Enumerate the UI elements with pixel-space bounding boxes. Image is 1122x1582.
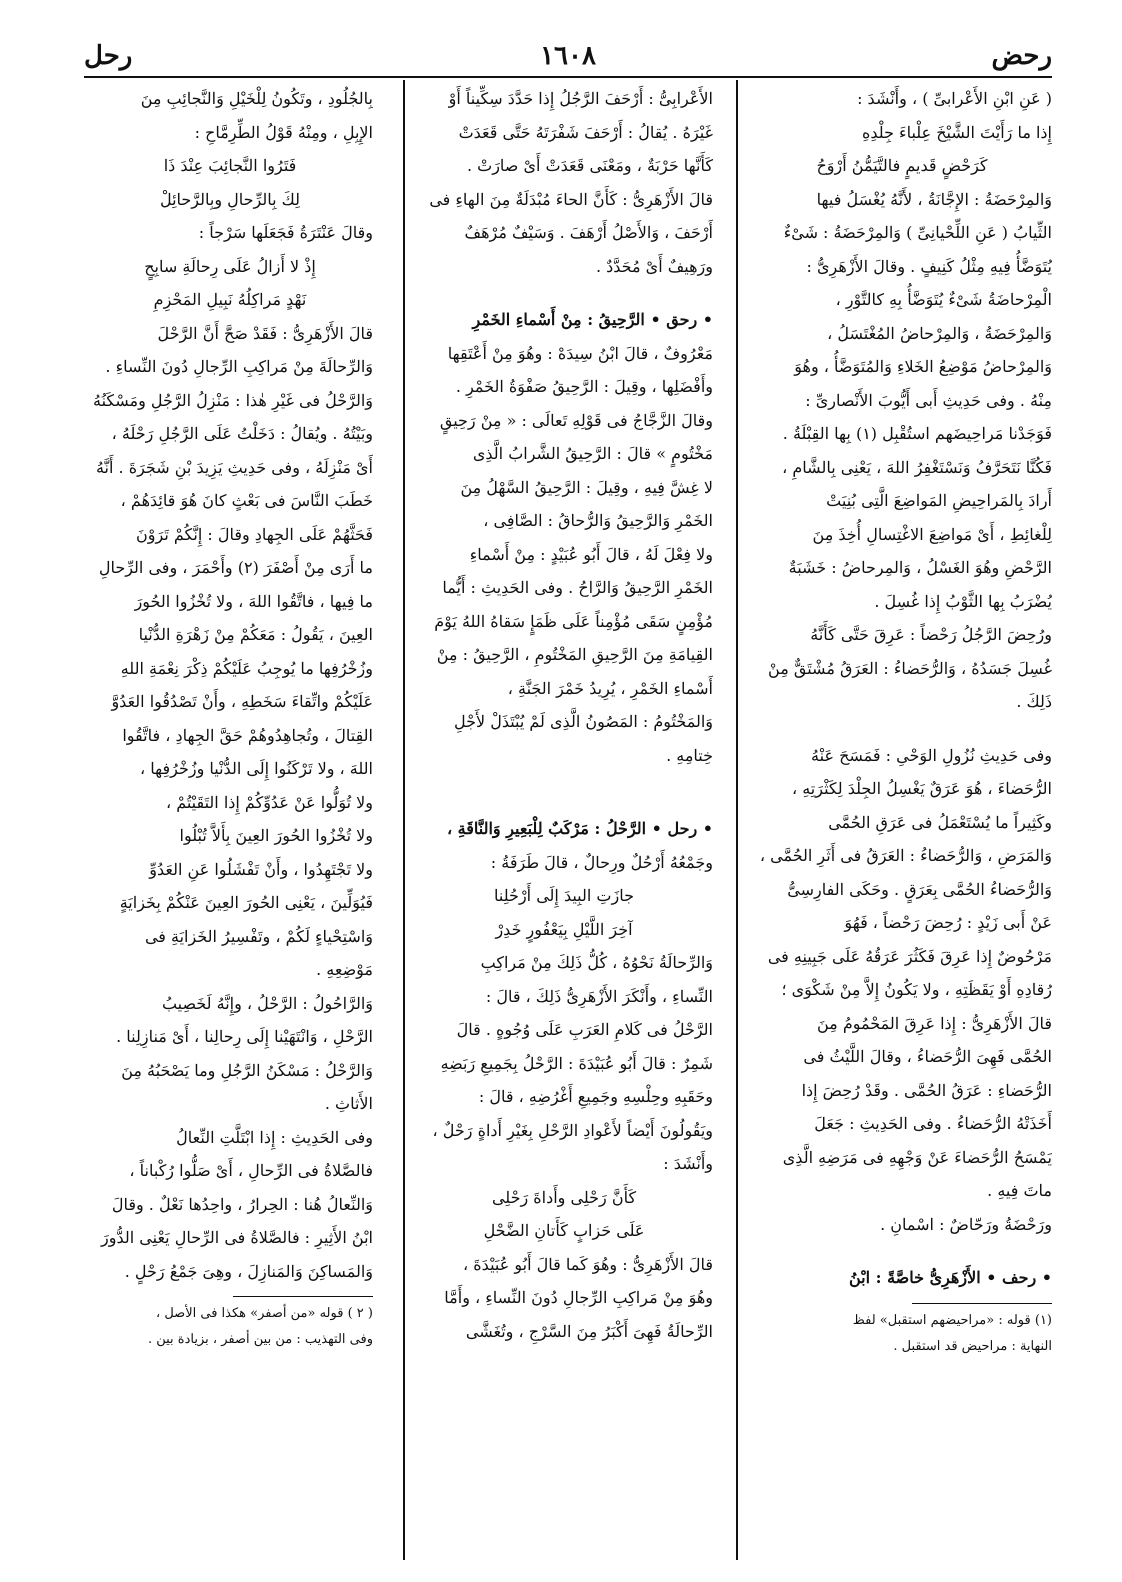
text-line: أَىْ مَنْزِلَهُ ، وفى حَدِيثِ يَزِيدَ بْنِ شَجَرَةَ . أَنَّهُ <box>95 457 373 477</box>
verse-line: إِذْ لا أَزالُ عَلَى رِحالَةِ سابِحٍ <box>144 256 316 276</box>
footnote-line: وفى التهذيب : من بين أصفر ، بزيادة بين . <box>147 1332 373 1347</box>
text-line: مَرْحُوضٌ إِذا عَرِقَ فَكَثُرَ عَرَقُهُ عَلَى جَبِينِهِ فى <box>767 946 1052 966</box>
column-right <box>752 82 1052 1544</box>
text-line: وَاسْتِحْياءٍ لَكُمْ ، وتَفْسِيرُ الخَزايَةِ فى <box>144 926 373 946</box>
text-line: وقالَ الزَّجَّاجُ فى قَوْلِهِ تَعالَى : « مِنْ رَحِيقٍ <box>439 410 713 430</box>
text-line: وزُخْرُفِها ما يُوجِبُ عَلَيْكُمْ ذِكْرَ نِعْمَةِ اللهِ <box>120 658 373 678</box>
text-line: غَيْرَهُ . يُقالُ : أَرْحَفَ شَفْرَتَهُ حَتَّى قَعَدَتْ <box>458 122 713 142</box>
text-line: أَخَذَتْهُ الرُّحَضاءُ . وفى الحَدِيثِ : جَعَلَ <box>814 1114 1052 1133</box>
verse-line: نَهْدٍ مَراكِلُهُ نَبِيلِ المَحْزِمِ <box>153 290 307 309</box>
text-line: كَأَنَّها حَرْبَةٌ ، ومَعْنَى قَعَدَتْ أَىْ صارَتْ . <box>466 156 713 175</box>
text-line: قالَ الأَزْهَرِىُّ : وهُوَ كَما قالَ أَبُو عُبَيْدَةَ ، <box>463 1254 713 1274</box>
text-line: ولا تُوَلُّوا عَنْ عَدُوِّكُمْ إِذا التَقَيْتُمْ ، <box>165 792 373 812</box>
text-line: القِتالَ ، وتُجاهِدُوهُمْ حَقَّ الجِهادِ ، فاتَّقُوا <box>122 725 373 745</box>
entry-heading-line: • رحل • الرَّحْلُ : مَرْكَبٌ لِلْبَعِيرِ وَالنَّاقَةِ ، <box>446 819 713 838</box>
text-line: وأَفْضَلِها ، وقِيلَ : الرَّحِيقُ صَفْوَةُ الخَمْرِ . <box>455 377 713 396</box>
text-line: ولا تُخْزُوا الحُورَ العِينَ بِأَلاَّ تُبْلُوا <box>179 826 373 845</box>
text-line: العِينَ ، يَقُولُ : مَعَكُمْ مِنْ زَهْرَةِ الدُّنْيا <box>138 625 373 644</box>
text-line: يَمْسَحُ الرُّحَضاءَ عَنْ وَجْهِهِ فى مَرَضِهِ الَّذِى <box>782 1147 1052 1167</box>
text-line: ورُحِضَ الرَّجُلُ رَحْضاً : عَرِقَ حَتَّى كَأَنَّهُ <box>810 625 1052 644</box>
paragraph-gap <box>415 283 713 303</box>
text-line: فالصَّلاةُ فى الرِّحالِ ، أَىْ صَلُّوا رُكْباناً ، <box>129 1161 373 1180</box>
text-line: وَالمِرْحاضُ مَوْضِعُ الخَلاءِ وَالمُتَوَضَّأُ ، وهُوَ <box>794 357 1052 376</box>
text-line: لِلْغائِطِ ، أَىْ مَواضِعَ الاغْتِسالِ أُخِذَ مِنَ <box>812 524 1052 544</box>
text-line: ماتَ فِيهِ . <box>987 1181 1052 1200</box>
text-line: مَعْرُوفٌ ، قالَ ابْنُ سِيدَهْ : وهُوَ مِنْ أَعْتَقِها <box>447 343 713 363</box>
verse-line: آخِرَ اللَّيْلِ بِيَعْفُورٍ خَدِرْ <box>495 919 633 939</box>
text-line: الرَّحْلُ فى كَلامِ العَرَبِ عَلَى وُجُوهٍ . قالَ <box>456 1020 713 1039</box>
text-line: وجَمْعُهُ أَرْحُلٌ ورِحالٌ ، قالَ طَرَفَةُ : <box>490 852 713 872</box>
text-line: غُسِلَ جَسَدُهُ ، وَالرُّحَضاءُ : العَرَقُ مُشْتَقٌّ مِنْ <box>768 658 1052 678</box>
text-line: أَرْحَفَ ، وَالأَصْلُ أَرْهَفَ . وَسَيْفٌ مُرْهَفٌ <box>464 223 713 242</box>
text-line: فَيُوَلِّينَ ، يَعْنِى الحُورَ العِينَ عَنْكُمْ بِخَزايَةٍ <box>119 893 373 912</box>
text-line: وكَثِيراً ما يُسْتَعْمَلُ فى عَرَقِ الحُمَّى <box>828 812 1052 832</box>
text-line: فَكُنَّا نَتَحَرَّفُ وَنَسْتَغْفِرُ اللهَ ، يَعْنِى بِالشَّامِ ، <box>782 457 1052 477</box>
text-line: وَالرَّحْلُ : مَسْكَنُ الرَّجُلِ وما يَصْحَبُهُ مِنَ <box>121 1060 373 1080</box>
text-line: وَالرَّحْلُ فى غَيْرِ هٰذا : مَنْزِلُ الرَّجُلِ ومَسْكَنُهُ <box>93 390 373 410</box>
text-line: ويَقُولُونَ أَيْضاً لأَعْوادِ الرَّحْلِ بِغَيْرِ أَداةٍ رَحْلٌ ، <box>432 1120 713 1140</box>
text-line: ورَحْضَةُ ورَحّاضٌ : اسْمانِ . <box>880 1214 1052 1234</box>
footnote-rule <box>233 1296 373 1297</box>
text-line: يُضْرَبُ بِها الثَّوْبُ إِذا غُسِلَ . <box>874 591 1052 611</box>
column-divider-2 <box>403 80 405 1560</box>
text-line: وَالرُّحَضاءُ الحُمَّى بِعَرَقٍ . وحَكَى الفارِسِىُّ <box>787 879 1052 899</box>
text-line: خَطَبَ النَّاسَ فى بَعْثٍ كانَ هُوَ قائِدَهُمْ ، <box>120 491 373 510</box>
text-line: الرَّحْضِ وهُوَ الغَسْلُ ، وَالمِرحاضُ : خَشَبَةٌ <box>788 558 1052 577</box>
text-line: الحُمَّى فَهِىَ الرُّحَضاءُ ، وقالَ اللَّيْثُ فى <box>803 1047 1052 1066</box>
column-left <box>87 82 373 1544</box>
text-line: فَوَجَدْنا مَراحِيضَهم استُقْبِل (١) بِها القِبْلَةُ . <box>782 424 1052 443</box>
text-line: يُتَوَضَّأُ فِيهِ مِثْلُ كَنِيفٍ . وقالَ الأَزْهَرِىُّ : <box>806 256 1052 276</box>
text-line: مُؤْمِنٍ سَقَى مُؤْمِناً عَلَى ظَمَإٍ سَقاهُ اللهُ يَوْمَ <box>434 611 713 631</box>
text-line: قالَ الأَزْهَرِىُّ : فَقَدْ صَحَّ أَنَّ الرَّحْلَ <box>157 323 373 343</box>
text-line: وهُوَ مِنْ مَراكِبِ الرِّجالِ دُونَ النِّساءِ ، وأَمَّا <box>444 1288 713 1307</box>
text-line: الإِبِلِ ، ومِنْهُ قَوْلُ الطِّرِمَّاحِ : <box>194 122 373 142</box>
text-line: ذَلِكَ . <box>1016 692 1052 711</box>
verse-line: لِكَ بِالرِّحالِ وبِالرَّحائِلْ <box>159 189 301 209</box>
verse-line: فَتَرُوا النَّجائِبَ عِنْدَ ذَا <box>163 156 297 175</box>
page-number: ١٦٠٨ <box>540 41 596 71</box>
verse-line: عَلَى حَزابٍ كَأَتانِ الضَّحْلِ <box>483 1221 645 1240</box>
text-line: الرِّحالَةُ فَهِىَ أَكْبَرُ مِنَ السَّرْجِ ، وتُغَشَّى <box>465 1321 713 1341</box>
text-line: رُقادِهِ أَوْ يَقَظَتِهِ ، ولا يَكُونُ إِلاَّ مِنْ شَكْوَى ؛ <box>781 980 1052 999</box>
paragraph-gap <box>752 1241 1052 1261</box>
text-line: الأَثاثِ . <box>324 1094 373 1113</box>
text-line: لا غِشَّ فِيهِ ، وقِيلَ : الرَّحِيقُ السَّهْلُ مِنَ <box>460 477 713 497</box>
text-line: اللهَ ، ولا تَرْكَنُوا إِلَى الدُّنْيا وزُخْرُفِها ، <box>139 759 373 778</box>
footnote-line: (١) قوله : «مراحيضهم استقبل» لفظ <box>852 1312 1052 1328</box>
text-line: القِيامَةِ مِنَ الرَّحِيقِ المَخْتُومِ ، الرَّحِيقُ : مِنْ <box>436 645 713 664</box>
verse-line: كَأَنَّ رَحْلِى وأَداةَ رَحْلِى <box>491 1187 637 1207</box>
paragraph-gap <box>415 772 713 792</box>
text-line: خِتامِهِ . <box>666 745 713 765</box>
text-line: وأَنْشَدَ : <box>663 1154 713 1173</box>
text-line: مَوْضِعِهِ . <box>316 960 373 979</box>
text-line: الرَّحْلِ ، وَانْتَهَيْنا إِلَى رِحالِنا ، أَىْ مَنازِلِنا . <box>116 1027 373 1046</box>
text-line: ( عَنِ ابْنِ الأَعْرابىِّ ) ، وأَنْشَدَ : <box>857 89 1052 108</box>
text-line: ولا فِعْلَ لَهُ ، قالَ أَبُو عُبَيْدٍ : مِنْ أَسْماءِ <box>469 544 713 564</box>
text-line: بِالجُلُودِ ، وتَكُونُ لِلْخَيْلِ وَالنَّجائِبِ مِنَ <box>140 89 373 108</box>
footnote-rule <box>912 1303 1052 1304</box>
text-line: مَخْتُومٍ » قالَ : الرَّحِيقُ الشَّرابُ الَّذِى <box>472 444 713 463</box>
footnote-line: النهاية : مراحيض قد استقبل . <box>893 1338 1052 1354</box>
header-left-entry: رحل <box>84 41 133 71</box>
text-line: ما أَرَى مِنْ أَصْفَرَ (٢) وأَحْمَرَ ، وفى الرِّحالِ <box>98 558 373 577</box>
text-line: ابْنُ الأَثِيرِ : فالصَّلاةُ فى الرِّحالِ يَعْنِى الدُّورَ <box>101 1228 373 1247</box>
text-line: وَالمَخْتُومُ : المَصُونُ الَّذِى لَمْ يُبْتَذَلْ لأَجْلِ <box>453 712 713 731</box>
verse-line: إِذا ما رَأَيْتَ الشَّيْخَ عِلْباءَ جِلْدِهِ <box>861 122 1052 142</box>
text-line: الخَمْرِ الرَّحِيقُ وَالرَّاحُ . وفى الحَدِيثِ : أَيُّما <box>442 578 713 597</box>
text-line: شَمِرٌ : قالَ أَبُو عُبَيْدَةَ : الرَّحْلُ بِجَمِيعِ رَبَضِهِ <box>440 1053 713 1073</box>
paragraph-gap <box>752 719 1052 739</box>
text-line: الثِّيابُ ( عَنِ اللِّحْيانِىِّ ) وَالمِرْحَضَةُ : شَىْءٌ <box>783 223 1052 242</box>
text-line: وَالمَساكِنَ وَالمَنازِلَ ، وهِىَ جَمْعُ رَحْلٍ . <box>124 1261 373 1281</box>
text-line: أَرادَ بِالمَراحِيضِ المَواضِعَ الَّتِى بُنِيَتْ <box>826 491 1052 510</box>
text-line: وَالرِّحالَةَ مِنْ مَراكِبِ الرِّجالِ دُونَ النِّساءِ . <box>105 357 373 376</box>
text-line: عَنْ أَبى زَيْدٍ : رُحِضَ رَحْضاً ، فَهُوَ <box>844 913 1052 932</box>
paragraph-gap <box>415 792 713 812</box>
column-middle <box>415 82 713 1544</box>
text-line: ولا تَجْتَهِدُوا ، وأَنْ تَفْشَلُوا عَنِ العَدُوِّ <box>149 859 373 879</box>
page-header <box>84 36 1052 76</box>
text-line: عَلَيْكُمْ واتِّقاءَ سَخَطِهِ ، وأَنْ تَصْدُقُوا العَدُوَّ <box>111 692 373 711</box>
text-line: الْمِرْحاضَةُ شَىْءٌ يُتَوَضَّأُ بِهِ كالتَّوْرِ ، <box>835 290 1052 309</box>
entry-heading-line: • رحق • الرَّحِيقُ : مِنْ أَسْماءِ الخَمْرِ <box>472 310 713 329</box>
text-line: الرُّحَضاءَ ، هُوَ عَرَقٌ يَغْسِلُ الجِلْدَ لِكَثْرَتِهِ ، <box>791 779 1052 798</box>
text-line: الخَمْرِ وَالرَّحِيقُ وَالرُّحاقُ : الصَّافِى ، <box>483 511 713 530</box>
verse-line: كَرَحْضٍ قَديمٍ فالتَّيَمُّنُ أَرْوَحُ <box>816 156 988 175</box>
header-rule <box>84 76 1052 78</box>
text-line: وَالمَرَضِ ، وَالرُّحَضاءُ : العَرَقُ فى أَثَرِ الحُمَّى ، <box>759 846 1052 865</box>
text-line: وبَيْتُهُ . ويُقالُ : دَخَلْتُ عَلَى الرَّجُلِ رَحْلَهُ ، <box>111 424 373 443</box>
text-line: النِّساءِ ، وأَنْكَرَ الأَزْهَرِىُّ ذَلِكَ ، قالَ : <box>485 986 713 1006</box>
text-line: قالَ الأَزْهَرِىُّ : إِذا عَرِقَ المَحْمُومُ مِنَ <box>816 1013 1052 1033</box>
text-line: قالَ الأَزْهَرِىُّ : كَأَنَّ الحاءَ مُبْدَلَةٌ مِنَ الهاءِ فى <box>429 189 713 209</box>
entry-heading-line: • رحف • الأَزْهَرِىُّ خاصَّةً : ابْنُ <box>848 1268 1052 1287</box>
header-right-entry: رحض <box>991 41 1052 71</box>
text-line: مِنْهُ . وفى حَدِيثِ أَبى أَيُّوبَ الأَنْصارىِّ : <box>805 390 1052 410</box>
text-line: وَالرِّحالَةُ نَحْوُهُ ، كُلُّ ذَلِكَ مِنْ مَراكِبِ <box>480 953 713 972</box>
text-line: وَالنِّعالُ هُنا : الحِرارُ ، واحِدُها نَعْلٌ . وقالَ <box>111 1194 373 1214</box>
footnote-line: ( ٢ ) قوله «من أصفر» هكذا فى الأصل ، <box>156 1306 373 1321</box>
text-line: أَسْماءِ الخَمْرِ ، يُرِيدُ خَمْرَ الجَنَّةِ ، <box>507 678 713 698</box>
column-divider-1 <box>736 80 738 1560</box>
text-line: وقالَ عَنْتَرَةُ فَجَعَلَها سَرْجاً : <box>198 223 373 242</box>
text-line: وَالمِرْحَضَةُ ، وَالمِرْحاضُ المُغْتَسَلُ ، <box>827 323 1052 343</box>
verse-line: جازَتِ البِيدَ إِلَى أَرْحُلِنا <box>494 886 634 905</box>
text-line: وَالمِرْحَضَةُ : الإِجَّانَةُ ، لأَنَّهُ يُغْسَلُ فيها <box>816 189 1052 209</box>
text-line: الرُّحَضاءِ : عَرَقُ الحُمَّى . وقَدْ رُحِضَ إِذا <box>801 1080 1052 1100</box>
text-line: وفى الحَدِيثِ : إِذا ابْتَلَّتِ النِّعالُ <box>176 1127 373 1147</box>
text-line: ورَهِيفٌ أَىْ مُحَدَّدٌ . <box>595 256 713 276</box>
text-line: الأَعْرابِىُّ : أَرْحَفَ الرَّجُلُ إِذا حَدَّدَ سِكِّيناً أَوْ <box>448 89 713 108</box>
text-line: وَالرَّاحُولُ : الرَّحْلُ ، وإِنَّهُ لَخَصِيبُ <box>161 993 373 1013</box>
text-line: وفى حَدِيثِ نُزُولِ الوَحْىِ : فَمَسَحَ عَنْهُ <box>811 745 1052 765</box>
text-line: ما فِيها ، فاتَّقُوا اللهَ ، ولا تُخْزُوا الحُورَ <box>134 591 373 611</box>
text-line: فَحَثَّهُمْ عَلَى الجِهادِ وقالَ : إِنَّكُمْ تَرَوْنَ <box>136 524 373 544</box>
text-line: وحَقَبِهِ وحِلْسِهِ وجَمِيعِ أَغْرُضِهِ ، قالَ : <box>478 1087 713 1106</box>
